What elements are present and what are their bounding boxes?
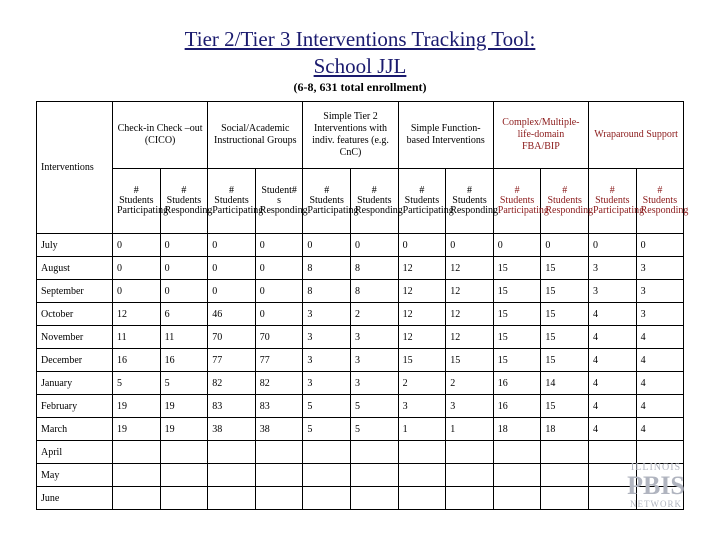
subheader-responding: # Students Responding (636, 169, 684, 234)
table-cell: 15 (541, 395, 589, 418)
table-cell: 3 (351, 326, 399, 349)
subheader-responding: # Students Responding (160, 169, 208, 234)
subheader-responding: # Students Responding (541, 169, 589, 234)
table-cell: 14 (541, 372, 589, 395)
table-cell: 0 (636, 234, 684, 257)
group-header-simple-tier2: Simple Tier 2 Interventions with indiv. features (e.g. CnC) (303, 102, 398, 169)
subheader-responding: Student# s Responding (255, 169, 303, 234)
table-cell: 12 (398, 257, 446, 280)
table-cell: 19 (160, 395, 208, 418)
subheader-responding: # Students Responding (351, 169, 399, 234)
subheader-participating: # Students Participating (589, 169, 637, 234)
table-row (37, 395, 684, 418)
table-cell: 4 (589, 303, 637, 326)
table-row (37, 372, 684, 395)
table-cell: 15 (493, 349, 541, 372)
table-cell (208, 487, 256, 510)
table-cell: 4 (589, 326, 637, 349)
table-cell: 1 (398, 418, 446, 441)
group-header-row (37, 102, 684, 169)
table-cell: 5 (160, 372, 208, 395)
table-cell (160, 441, 208, 464)
table-cell: 0 (446, 234, 494, 257)
table-cell: 0 (113, 280, 161, 303)
table-cell: 0 (255, 303, 303, 326)
table-cell (160, 487, 208, 510)
table-row (37, 441, 684, 464)
table-cell (446, 487, 494, 510)
month-label: March (37, 418, 113, 441)
month-label: February (37, 395, 113, 418)
subheader-row (37, 169, 684, 234)
table-cell (446, 464, 494, 487)
table-cell: 46 (208, 303, 256, 326)
table-cell: 3 (589, 257, 637, 280)
month-label: August (37, 257, 113, 280)
table-row (37, 464, 684, 487)
table-cell: 77 (255, 349, 303, 372)
table-cell: 3 (589, 280, 637, 303)
table-cell (493, 487, 541, 510)
table-cell: 5 (303, 418, 351, 441)
table-cell: 4 (589, 349, 637, 372)
table-cell: 8 (303, 280, 351, 303)
table-cell (541, 487, 589, 510)
table-cell: 3 (636, 303, 684, 326)
logo-line2: PBIS (627, 471, 685, 500)
month-label: December (37, 349, 113, 372)
table-cell: 15 (493, 303, 541, 326)
table-cell: 0 (160, 257, 208, 280)
table-cell: 15 (541, 303, 589, 326)
table-cell: 0 (398, 234, 446, 257)
table-cell: 0 (255, 280, 303, 303)
table-cell: 12 (113, 303, 161, 326)
table-cell: 38 (255, 418, 303, 441)
table-cell: 3 (351, 372, 399, 395)
table-row (37, 326, 684, 349)
table-cell: 0 (303, 234, 351, 257)
table-cell: 8 (351, 257, 399, 280)
table-cell: 5 (351, 395, 399, 418)
table-cell: 0 (113, 257, 161, 280)
table-cell: 4 (636, 372, 684, 395)
table-cell: 15 (446, 349, 494, 372)
table-cell (351, 441, 399, 464)
table-cell: 5 (351, 418, 399, 441)
table-body (37, 234, 684, 510)
table-cell: 15 (493, 257, 541, 280)
month-label: October (37, 303, 113, 326)
table-cell (636, 441, 684, 464)
table-cell: 4 (636, 326, 684, 349)
table-cell: 12 (446, 257, 494, 280)
table-cell: 83 (208, 395, 256, 418)
table-cell: 0 (255, 234, 303, 257)
table-cell: 82 (255, 372, 303, 395)
subheader-participating: # Students Participating (208, 169, 256, 234)
table-cell: 19 (160, 418, 208, 441)
table-cell: 18 (493, 418, 541, 441)
group-header-wraparound: Wraparound Support (589, 102, 684, 169)
table-cell: 38 (208, 418, 256, 441)
table-cell (493, 464, 541, 487)
table-cell: 12 (398, 326, 446, 349)
table-row (37, 234, 684, 257)
table-cell: 3 (351, 349, 399, 372)
table-cell: 3 (303, 303, 351, 326)
table-cell (541, 464, 589, 487)
page-title-line2: School JJL (313, 54, 407, 78)
group-header-function-based: Simple Function-based Interventions (398, 102, 493, 169)
table-cell: 3 (446, 395, 494, 418)
table-cell: 4 (589, 418, 637, 441)
table-cell: 8 (351, 280, 399, 303)
table-cell: 0 (208, 234, 256, 257)
group-header-cico: Check-in Check –out (CICO) (113, 102, 208, 169)
table-cell: 16 (160, 349, 208, 372)
month-label: September (37, 280, 113, 303)
interventions-label: Interventions (37, 102, 113, 234)
table-cell: 3 (636, 280, 684, 303)
table-cell: 15 (493, 326, 541, 349)
table-cell: 8 (303, 257, 351, 280)
subheader-participating: # Students Participating (303, 169, 351, 234)
table-cell (589, 441, 637, 464)
table-row (37, 303, 684, 326)
table-cell: 0 (208, 257, 256, 280)
table-cell: 3 (636, 257, 684, 280)
table-cell: 3 (303, 326, 351, 349)
table-cell: 3 (303, 349, 351, 372)
table-cell: 0 (589, 234, 637, 257)
table-cell: 19 (113, 395, 161, 418)
table-cell: 0 (541, 234, 589, 257)
table-cell: 15 (541, 349, 589, 372)
table-cell (493, 441, 541, 464)
table-cell: 12 (446, 326, 494, 349)
table-cell: 0 (160, 234, 208, 257)
group-header-fba-bip: Complex/Multiple-life-domain FBA/BIP (493, 102, 588, 169)
table-cell: 12 (398, 280, 446, 303)
table-cell: 1 (446, 418, 494, 441)
table-cell (255, 441, 303, 464)
logo-line3: NETWORK (630, 499, 682, 509)
table-cell (208, 441, 256, 464)
table-cell: 4 (636, 349, 684, 372)
table-cell: 12 (446, 280, 494, 303)
table-cell: 15 (398, 349, 446, 372)
table-row (37, 349, 684, 372)
month-label: June (37, 487, 113, 510)
table-cell (398, 441, 446, 464)
table-cell (208, 464, 256, 487)
month-label: April (37, 441, 113, 464)
table-cell: 0 (255, 257, 303, 280)
table-cell: 83 (255, 395, 303, 418)
table-cell: 15 (541, 326, 589, 349)
table-cell: 4 (636, 395, 684, 418)
table-cell: 19 (113, 418, 161, 441)
table-cell: 16 (493, 372, 541, 395)
table-row (37, 280, 684, 303)
table-cell: 15 (541, 257, 589, 280)
illinois-pbis-logo (622, 462, 690, 509)
table-cell: 2 (446, 372, 494, 395)
table-cell: 16 (113, 349, 161, 372)
table-cell: 77 (208, 349, 256, 372)
table-cell: 5 (113, 372, 161, 395)
table-cell (255, 464, 303, 487)
table-cell: 0 (208, 280, 256, 303)
table-cell: 4 (589, 372, 637, 395)
table-cell: 4 (636, 418, 684, 441)
table-cell: 16 (493, 395, 541, 418)
month-label: July (37, 234, 113, 257)
table-cell (303, 464, 351, 487)
table-cell: 0 (113, 234, 161, 257)
table-cell: 15 (493, 280, 541, 303)
table-cell: 6 (160, 303, 208, 326)
logo-line1: ILLINOIS (630, 462, 682, 473)
subheader-participating: # Students Participating (493, 169, 541, 234)
interventions-table (36, 101, 689, 510)
month-label: November (37, 326, 113, 349)
table-cell: 3 (398, 395, 446, 418)
table-cell: 11 (160, 326, 208, 349)
page-title-line1: Tier 2/Tier 3 Interventions Tracking Tool: (184, 27, 536, 51)
table-cell (160, 464, 208, 487)
table-cell: 70 (255, 326, 303, 349)
group-header-social-academic: Social/Academic Instructional Groups (208, 102, 303, 169)
subheader-participating: # Students Participating (113, 169, 161, 234)
subheader-participating: # Students Participating (398, 169, 446, 234)
table-row (37, 418, 684, 441)
table-cell (398, 487, 446, 510)
table-cell (113, 464, 161, 487)
table-cell (303, 441, 351, 464)
table-cell: 15 (541, 280, 589, 303)
table-cell: 0 (160, 280, 208, 303)
table-cell: 0 (493, 234, 541, 257)
table-cell (303, 487, 351, 510)
table-cell: 18 (541, 418, 589, 441)
table-cell: 4 (589, 395, 637, 418)
table-cell: 12 (398, 303, 446, 326)
table-cell (351, 487, 399, 510)
table-cell: 70 (208, 326, 256, 349)
table-cell: 82 (208, 372, 256, 395)
table-cell: 2 (351, 303, 399, 326)
table-cell: 12 (446, 303, 494, 326)
table-row (37, 257, 684, 280)
table-cell: 2 (398, 372, 446, 395)
subheader-responding: # Students Responding (446, 169, 494, 234)
table-cell: 11 (113, 326, 161, 349)
table-cell (398, 464, 446, 487)
table-cell (446, 441, 494, 464)
table-cell (351, 464, 399, 487)
month-label: January (37, 372, 113, 395)
page-subtitle: (6-8, 631 total enrollment) (293, 80, 427, 94)
table-cell: 0 (351, 234, 399, 257)
table-cell (113, 487, 161, 510)
table-cell (541, 441, 589, 464)
table-cell: 3 (303, 372, 351, 395)
month-label: May (37, 464, 113, 487)
table-cell: 5 (303, 395, 351, 418)
table-cell (255, 487, 303, 510)
table-cell (113, 441, 161, 464)
table-row (37, 487, 684, 510)
